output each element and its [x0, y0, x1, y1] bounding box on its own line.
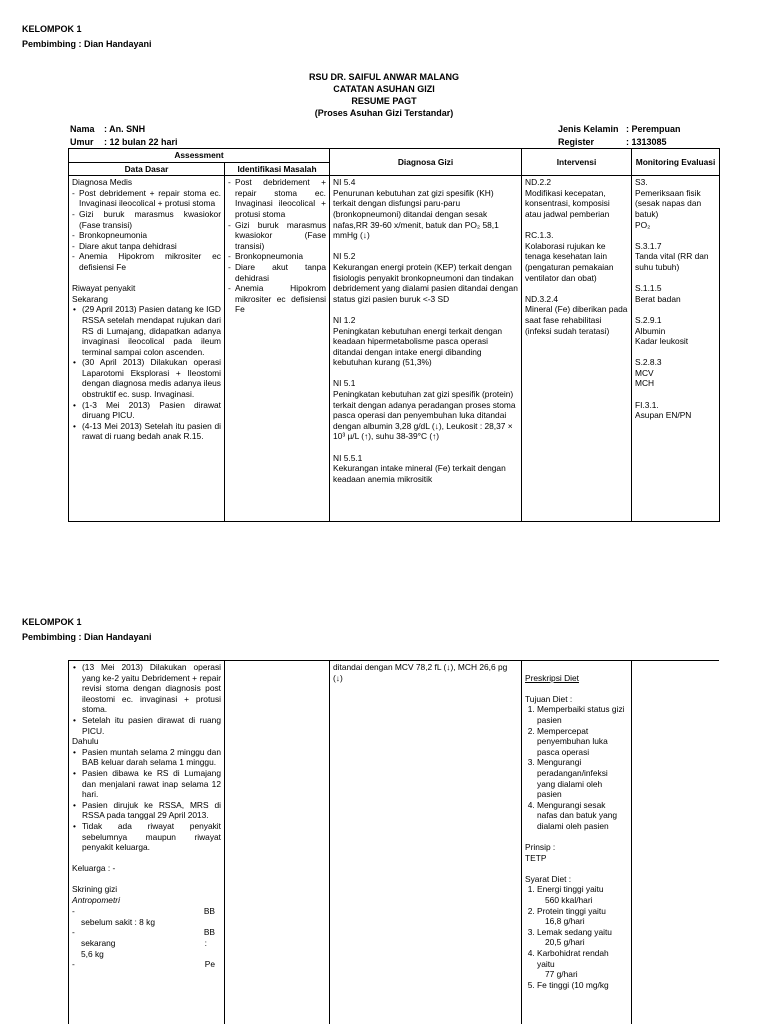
identifikasi-cell-cont: [225, 661, 330, 1024]
pagt-table-page2: [68, 660, 719, 1024]
document-subtitle-2: (Proses Asuhan Gizi Terstandar): [314, 108, 454, 118]
anthro-label: BB: [203, 905, 215, 916]
anthro-sub-row: [72, 938, 221, 949]
syarat-text: Fe tinggi (10 mg/kg: [537, 979, 609, 990]
register-label: Register: [558, 137, 595, 147]
prinsip-heading: Prinsip :: [525, 842, 556, 853]
list-item: 2. Mempercepat penyembuhan luka pasca operasi: [537, 726, 628, 758]
data-dasar-header: Data Dasar: [69, 162, 225, 176]
list-item: 4. Mengurangi sesak nafas dan batuk yang dialami oleh pasien: [537, 800, 628, 832]
list-item: 1. Memperbaiki status gizi pasien: [537, 704, 628, 725]
monitoring-text: MCV: [635, 367, 654, 378]
intervensi-cell-cont: [522, 661, 632, 1024]
list-item: - Diare akut tanpa dehidrasi: [235, 262, 326, 283]
name-value: : An. SNH: [104, 124, 146, 134]
hospital-title: RSU DR. SAIFUL ANWAR MALANG: [309, 72, 459, 82]
list-item: - Diare akut tanpa dehidrasi: [79, 241, 221, 252]
intervensi-cell: [522, 176, 632, 522]
anthro-row: - BB: [72, 927, 215, 938]
document-title: CATATAN ASUHAN GIZI: [333, 84, 435, 94]
list-item: - Bronkopneumonia: [79, 230, 221, 241]
syarat-value: 77 g/hari: [545, 969, 578, 980]
list-item: • Pasien dibawa ke RS di Lumajang dan menjalani rawat inap selama 12 hari.: [82, 768, 221, 800]
monitoring-code: S3.: [635, 177, 648, 188]
sex-value: : Perempuan: [626, 124, 681, 134]
intervensi-code: ND.3.2.4: [525, 293, 559, 304]
name-label: Nama: [70, 124, 95, 134]
monitoring-header: Monitoring Evaluasi: [632, 149, 720, 176]
anthro-row: - BB: [72, 905, 215, 916]
anthro-label: Pe: [204, 959, 215, 970]
diagnosa-medis-heading: Diagnosa Medis: [72, 177, 133, 188]
intervensi-text: Mineral (Fe) diberikan pada saat fase rehabilitasi (infeksi sudah teratasi): [525, 304, 628, 336]
dahulu-list: [72, 747, 221, 853]
age-label: Umur: [70, 137, 94, 147]
list-item: [537, 948, 628, 980]
syarat-heading: Syarat Diet :: [525, 873, 572, 884]
list-item: • Pasien dirujuk ke RSSA, MRS di RSSA pada tanggal 29 April 2013.: [82, 800, 221, 821]
register-value: : 1313085: [626, 137, 667, 147]
identifikasi-cell: [225, 176, 330, 522]
anthro-sub: sekarang: [81, 938, 116, 949]
monitoring-code: S.2.9.1: [635, 314, 662, 325]
diagnosa-text: Kekurangan energi protein (KEP) terkait dengan fisiologis penyakit bronkopneumoni dan tindakan debridement yang dialami pasien ditandai dengan status gizi pasien buruk <-3 SD: [333, 261, 518, 304]
diagnosa-code: NI 5.4: [333, 177, 356, 188]
advisor-label: Pembimbing : Dian Handayani: [22, 39, 152, 49]
history-list-cont: [72, 662, 221, 736]
riwayat-heading: Riwayat penyakit: [72, 283, 136, 294]
prinsip-value: TETP: [525, 852, 547, 863]
diagnosa-code: NI 5.5.1: [333, 452, 363, 463]
history-list: [72, 304, 221, 442]
monitoring-code: S.3.1.7: [635, 240, 662, 251]
diagnosa-medis-list: [72, 188, 221, 273]
list-item: - Anemia Hipokrom mikrositer ec defisiensi Fe: [79, 251, 221, 272]
patient-age-row: [70, 136, 178, 148]
list-item: [537, 980, 628, 991]
list-item: - Gizi buruk marasmus kwasiokor (Fase transisi): [79, 209, 221, 230]
intervensi-code: RC.1.3.: [525, 230, 554, 241]
monitoring-cell: [632, 176, 720, 522]
anthro-sub: sebelum sakit : 8 kg: [81, 916, 156, 927]
monitoring-code: S.1.1.5: [635, 283, 662, 294]
group-label: KELOMPOK 1: [22, 24, 82, 34]
monitoring-text: Pemeriksaan fisik (sesak napas dan batuk): [635, 187, 702, 219]
list-item: - Gizi buruk marasmus kwasiokor (Fase transisi): [235, 220, 326, 252]
syarat-value: 16,8 g/hari: [545, 916, 585, 927]
syarat-value: 20,5 g/hari: [545, 937, 585, 948]
patient-name-row: [70, 123, 145, 135]
monitoring-cell-cont: [632, 661, 720, 1024]
diagnosa-code: NI 1.2: [333, 314, 356, 325]
syarat-value: 560 kkal/hari: [545, 895, 593, 906]
dahulu-heading: Dahulu: [72, 736, 99, 747]
anthro-label: BB: [203, 927, 215, 938]
list-item: • (29 April 2013) Pasien datang ke IGD RSSA setelah mendapat rujukan dari RS di Lumajang, didapatkan adanya invaginasi ileocolical pada ileum terminal sampai colon ascenden.: [82, 304, 221, 357]
diagnosa-text: Peningkatan kebutuhan zat gizi spesifik (protein) terkait dengan adanya peradangan proses stoma pasca operasi dan penyembuhan luka ditandai dengan albumin 3,28 g/dL (↓), Leukosit : 28,37 × 10³ µ/L (↑), suhu 38-39°C (↑): [333, 389, 516, 442]
data-dasar-cell: [69, 176, 225, 522]
diagnosa-cell: [330, 176, 522, 522]
syarat-text: Energi tinggi yaitu: [537, 884, 604, 895]
monitoring-extra: MCH: [635, 378, 655, 389]
tujuan-list: [525, 704, 628, 831]
identifikasi-header: Identifikasi Masalah: [225, 162, 330, 176]
diagnosa-cell-cont: [330, 661, 522, 1024]
list-item: • Pasien muntah selama 2 minggu dan BAB keluar darah selama 1 minggu.: [82, 747, 221, 768]
tujuan-heading: Tujuan Diet :: [525, 693, 573, 704]
anthro-row: - Pe: [72, 959, 215, 970]
monitoring-text: Albumin: [635, 325, 666, 336]
list-item: - Anemia Hipokrom mikrositer ec defisiensi Fe: [235, 283, 326, 315]
syarat-text: Lemak sedang yaitu: [537, 926, 612, 937]
list-item: • (4-13 Mei 2013) Setelah itu pasien di rawat di ruang bedah anak R.15.: [82, 421, 221, 442]
patient-register-row: [558, 136, 667, 148]
age-value: : 12 bulan 22 hari: [104, 137, 178, 147]
monitoring-text: Asupan EN/PN: [635, 410, 692, 421]
diagnosa-text: Kekurangan intake mineral (Fe) terkait dengan keadaan anemia mikrositik: [333, 463, 506, 484]
anthro-colon: :: [204, 938, 207, 949]
page2-table-wrap: [68, 660, 719, 1024]
monitoring-extra: PO₂: [635, 219, 651, 230]
list-item: • Tidak ada riwayat penyakit sebelumnya maupun riwayat penyakit keluarga.: [82, 821, 221, 853]
intervensi-code: ND.2.2: [525, 177, 552, 188]
list-item: [537, 906, 628, 927]
monitoring-code: FI.3.1.: [635, 399, 659, 410]
diagnosa-text: Penurunan kebutuhan zat gizi spesifik (KH) terkait dengan disfungsi paru-paru (bronkopneumoni) ditandai dengan sesak nafas,RR 39-60 x/menit, batuk dan PO₂ 58,1 mmHg (↓): [333, 187, 499, 241]
data-dasar-cell-cont: [69, 661, 225, 1024]
skrining-heading: Skrining gizi: [72, 884, 118, 895]
list-item: - Bronkopneumonia: [235, 251, 326, 262]
sekarang-heading: Sekarang: [72, 293, 108, 304]
list-item: [537, 884, 628, 905]
anthro-value: 5,6 kg: [81, 948, 104, 959]
group-label-page2: KELOMPOK 1: [22, 617, 82, 627]
keluarga-label: Keluarga : -: [72, 863, 116, 874]
list-item: • Setelah itu pasien dirawat di ruang PICU.: [82, 715, 221, 736]
diagnosa-text: ditandai dengan MCV 78,2 fL (↓), MCH 26,6 pg (↓): [333, 662, 508, 683]
list-item: • (30 April 2013) Dilakukan operasi Laparotomi Eksplorasi + Ileostomi dengan diagnosa medis adanya ileus obstruktif ec. susp. Invaginasi.: [82, 357, 221, 399]
identifikasi-list: [228, 177, 326, 315]
document-subtitle: RESUME PAGT: [351, 96, 417, 106]
monitoring-code: S.2.8.3: [635, 357, 662, 368]
diagnosa-text: Peningkatan kebutuhan energi terkait dengan keadaan hipermetabolisme pasca operasi ditandai dengan intake energi dibanding kebutuhan kurang (51,3%): [333, 325, 503, 368]
list-item: - Post debridement + repair stoma ec. Invaginasi ileocolical + protusi stoma: [79, 188, 221, 209]
monitoring-text: Berat badan: [635, 293, 681, 304]
intervensi-text: Kolaborasi rujukan ke tenaga kesehatan lain (pengaturan pemakaian ventilator dan obat): [525, 240, 614, 283]
monitoring-extra: Kadar leukosit: [635, 336, 689, 347]
list-item: - Post debridement + repair stoma ec. Invaginasi ileocolical + protusi stoma: [235, 177, 326, 219]
syarat-text: Karbohidrat rendah yaitu: [537, 948, 609, 969]
list-item: • (13 Mei 2013) Dilakukan operasi yang ke-2 yaitu Debridement + repair revisi stoma dengan diagnosis post ileostomi ec. invaginasi + protusi stoma.: [82, 662, 221, 715]
assessment-header: Assessment: [69, 149, 330, 163]
preskripsi-heading: Preskripsi Diet: [525, 672, 579, 683]
intervensi-header: Intervensi: [522, 149, 632, 176]
monitoring-text: Tanda vital (RR dan suhu tubuh): [635, 251, 709, 272]
sex-label: Jenis Kelamin: [558, 124, 619, 134]
diagnosa-code: NI 5.1: [333, 378, 356, 389]
syarat-text: Protein tinggi yaitu: [537, 905, 606, 916]
list-item: 3. Mengurangi peradangan/infeksi yang dialami oleh pasien: [537, 757, 628, 799]
pagt-table-page1: [68, 148, 720, 522]
advisor-label-page2: Pembimbing : Dian Handayani: [22, 632, 152, 642]
list-item: [537, 927, 628, 948]
antropometri-heading: Antropometri: [72, 895, 120, 906]
patient-sex-row: [558, 123, 681, 135]
intervensi-text: Modifikasi kecepatan, konsentrasi, komposisi atau jadwal pemberian: [525, 187, 610, 219]
diagnosa-code: NI 5.2: [333, 251, 356, 262]
syarat-list: [525, 884, 628, 990]
list-item: • (1-3 Mei 2013) Pasien dirawat diruang PICU.: [82, 400, 221, 421]
diagnosa-header: Diagnosa Gizi: [330, 149, 522, 176]
